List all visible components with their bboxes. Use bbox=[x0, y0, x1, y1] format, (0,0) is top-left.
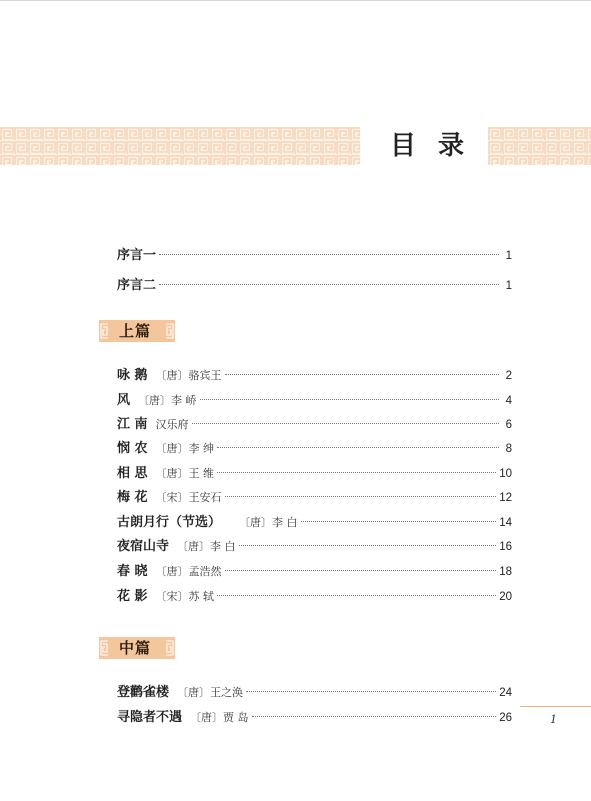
title-band bbox=[0, 127, 591, 165]
leader-dots bbox=[252, 716, 497, 717]
entry-title: 梅 花 bbox=[117, 490, 148, 505]
entry-author: 贾 岛 bbox=[223, 711, 249, 724]
entry-dynasty: 〔唐〕 bbox=[155, 442, 189, 455]
leader-dots bbox=[301, 521, 497, 522]
entry-page: 12 bbox=[499, 492, 512, 504]
entry-title: 登鹳雀楼 bbox=[117, 685, 170, 700]
entry-page: 4 bbox=[505, 395, 512, 407]
entry-author: 孟浩然 bbox=[188, 565, 222, 578]
entry-dynasty: 〔唐〕 bbox=[177, 686, 211, 699]
entry-page: 14 bbox=[499, 517, 512, 529]
entry-page: 26 bbox=[499, 712, 512, 724]
entry-title: 序言一 bbox=[117, 248, 157, 263]
entry-title: 花 影 bbox=[117, 589, 148, 604]
entry-author: 李 绅 bbox=[188, 442, 215, 455]
toc-entry[interactable] bbox=[117, 440, 512, 458]
entry-dynasty: 〔唐〕 bbox=[155, 565, 189, 578]
section-badge-upper bbox=[99, 320, 175, 342]
entry-dynasty: 〔唐〕 bbox=[155, 369, 189, 382]
knot-ornament-icon bbox=[99, 639, 110, 657]
section-label: 上篇 bbox=[119, 322, 152, 340]
entry-page: 20 bbox=[499, 591, 512, 603]
fret-pattern-left bbox=[0, 127, 360, 165]
entry-title: 夜宿山寺 bbox=[117, 539, 170, 554]
leader-dots bbox=[246, 691, 496, 692]
entry-dynasty: 〔唐〕 bbox=[138, 394, 172, 407]
toc-entry[interactable] bbox=[117, 489, 512, 507]
entry-author: 骆宾王 bbox=[188, 369, 222, 382]
toc-entry[interactable] bbox=[117, 465, 512, 483]
entry-page: 1 bbox=[505, 250, 512, 262]
toc-entry[interactable] bbox=[117, 538, 512, 556]
leader-dots bbox=[225, 496, 497, 497]
entry-page: 24 bbox=[499, 687, 512, 699]
entry-title: 相 思 bbox=[117, 466, 148, 481]
entry-page: 8 bbox=[505, 443, 512, 455]
entry-author: 王安石 bbox=[188, 491, 222, 504]
page-number: 1 bbox=[550, 713, 557, 726]
top-rule bbox=[0, 0, 591, 1]
toc-entry[interactable] bbox=[117, 588, 512, 606]
toc-entry[interactable] bbox=[117, 709, 512, 727]
leader-dots bbox=[225, 374, 499, 375]
toc-entry[interactable] bbox=[117, 416, 512, 434]
leader-dots bbox=[217, 447, 499, 448]
entry-title: 咏 鹅 bbox=[117, 368, 148, 383]
entry-dynasty: 〔唐〕 bbox=[190, 711, 224, 724]
entry-dynasty: 〔宋〕 bbox=[155, 491, 189, 504]
entry-page: 16 bbox=[499, 541, 512, 553]
entry-author: 王 维 bbox=[188, 467, 215, 480]
section-badge-middle bbox=[99, 637, 175, 659]
entry-page: 18 bbox=[499, 566, 512, 578]
entry-title: 江 南 bbox=[117, 417, 148, 432]
toc-entry[interactable] bbox=[117, 563, 512, 581]
entry-author: 汉乐府 bbox=[155, 418, 189, 431]
entry-author: 李 白 bbox=[272, 516, 298, 529]
entry-title: 序言二 bbox=[117, 278, 157, 293]
page-title: 目录 bbox=[390, 131, 487, 161]
entry-title: 风 bbox=[117, 393, 131, 408]
leader-dots bbox=[159, 254, 499, 255]
entry-page: 2 bbox=[505, 370, 512, 382]
entry-author: 李 白 bbox=[210, 540, 236, 553]
toc-entry[interactable] bbox=[117, 684, 512, 702]
entry-author: 王之涣 bbox=[210, 686, 244, 699]
leader-dots bbox=[159, 284, 499, 285]
entry-author: 苏 轼 bbox=[188, 590, 215, 603]
leader-dots bbox=[239, 545, 497, 546]
entry-title: 寻隐者不遇 bbox=[117, 710, 183, 725]
leader-dots bbox=[192, 423, 499, 424]
leader-dots bbox=[217, 595, 496, 596]
entry-page: 10 bbox=[499, 468, 512, 480]
entry-dynasty: 〔宋〕 bbox=[155, 590, 189, 603]
leader-dots bbox=[225, 570, 497, 571]
entry-dynasty: 〔唐〕 bbox=[177, 540, 211, 553]
entry-title: 古朗月行（节选） bbox=[117, 515, 222, 530]
toc-entry-preface-2[interactable] bbox=[117, 277, 512, 295]
entry-title: 春 晓 bbox=[117, 564, 148, 579]
fret-pattern-right bbox=[488, 127, 591, 165]
entry-dynasty: 〔唐〕 bbox=[239, 516, 273, 529]
entry-page: 6 bbox=[505, 419, 512, 431]
knot-ornament-icon bbox=[99, 322, 110, 340]
knot-ornament-icon bbox=[164, 322, 175, 340]
page-number-rule bbox=[520, 706, 591, 707]
entry-author: 李 峤 bbox=[171, 394, 197, 407]
leader-dots bbox=[217, 472, 496, 473]
entry-page: 1 bbox=[505, 280, 512, 292]
section-label: 中篇 bbox=[119, 639, 152, 657]
toc-entry-preface-1[interactable] bbox=[117, 247, 512, 265]
toc-entry[interactable] bbox=[117, 392, 512, 410]
entry-title: 悯 农 bbox=[117, 441, 148, 456]
knot-ornament-icon bbox=[164, 639, 175, 657]
leader-dots bbox=[200, 399, 499, 400]
toc-entry[interactable] bbox=[117, 514, 512, 532]
entry-dynasty: 〔唐〕 bbox=[155, 467, 189, 480]
toc-entry[interactable] bbox=[117, 367, 512, 385]
